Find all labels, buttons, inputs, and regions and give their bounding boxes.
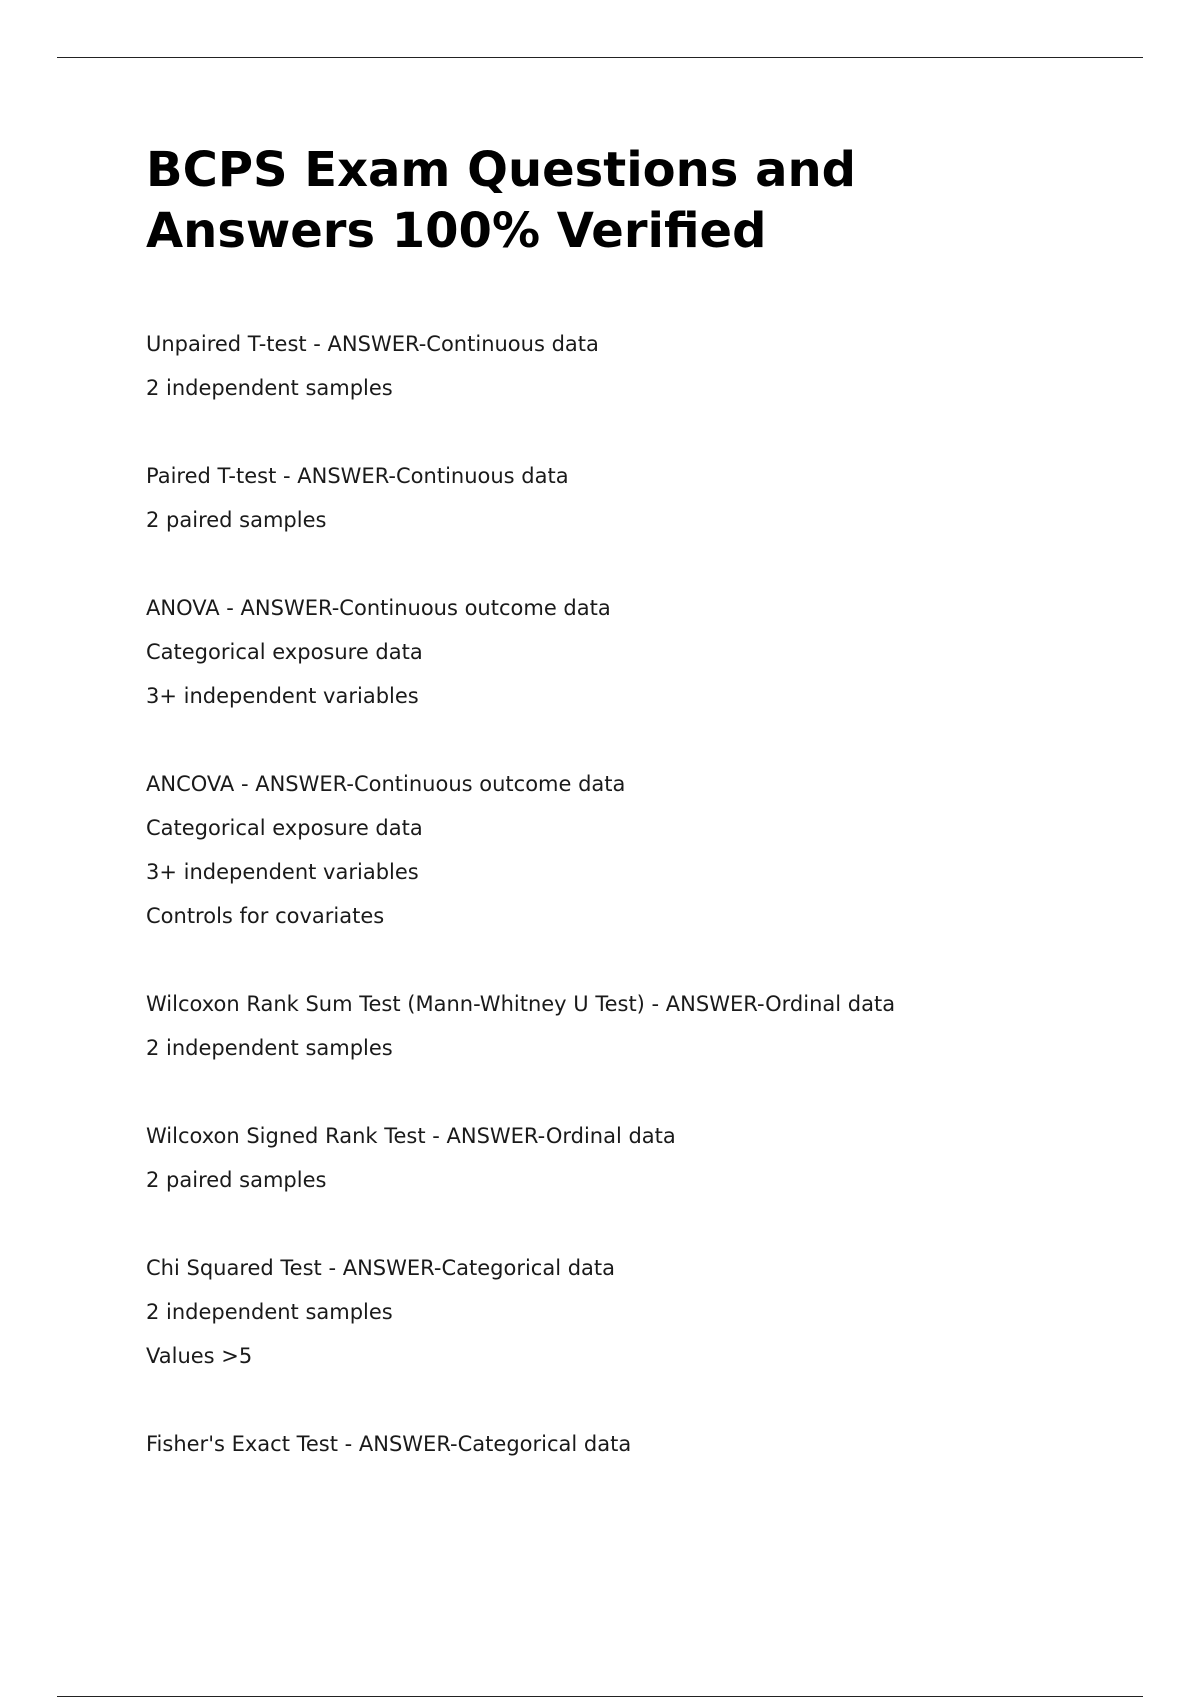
title-line-2: Answers 100% Verified	[146, 203, 767, 259]
qa-question-line: Chi Squared Test - ANSWER-Categorical data	[146, 1256, 616, 1280]
qa-item-wilcoxon-rank-sum	[146, 982, 1106, 1070]
qa-answer-line: 2 independent samples	[146, 1036, 393, 1060]
qa-question-line: Wilcoxon Signed Rank Test - ANSWER-Ordinal data	[146, 1124, 676, 1148]
qa-question-line: Fisher's Exact Test - ANSWER-Categorical data	[146, 1432, 632, 1456]
qa-item-anova	[146, 586, 1106, 718]
qa-item-unpaired-t-test	[146, 322, 1106, 410]
qa-answer-line: 2 paired samples	[146, 508, 327, 532]
document-body	[146, 140, 1106, 1510]
qa-answer-line: 2 independent samples	[146, 376, 393, 400]
qa-item-wilcoxon-signed-rank	[146, 1114, 1106, 1202]
qa-item-chi-squared	[146, 1246, 1106, 1378]
qa-answer-line: Categorical exposure data	[146, 640, 423, 664]
qa-question-line: Wilcoxon Rank Sum Test (Mann-Whitney U Test) - ANSWER-Ordinal data	[146, 992, 896, 1016]
qa-answer-line: 2 independent samples	[146, 1300, 393, 1324]
qa-list	[146, 322, 1106, 1466]
qa-answer-line: 2 paired samples	[146, 1168, 327, 1192]
bottom-rule	[57, 1696, 1143, 1697]
qa-question-line: ANCOVA - ANSWER-Continuous outcome data	[146, 772, 626, 796]
qa-item-ancova	[146, 762, 1106, 938]
qa-answer-line: 3+ independent variables	[146, 684, 419, 708]
qa-answer-line: Values >5	[146, 1344, 253, 1368]
title-line-1: BCPS Exam Questions and	[146, 142, 856, 198]
top-rule	[57, 57, 1143, 58]
qa-answer-line: 3+ independent variables	[146, 860, 419, 884]
qa-answer-line: Categorical exposure data	[146, 816, 423, 840]
qa-answer-line: Controls for covariates	[146, 904, 385, 928]
qa-question-line: ANOVA - ANSWER-Continuous outcome data	[146, 596, 611, 620]
document-title	[146, 140, 1106, 262]
qa-item-fishers-exact	[146, 1422, 1106, 1466]
qa-item-paired-t-test	[146, 454, 1106, 542]
qa-question-line: Paired T-test - ANSWER-Continuous data	[146, 464, 569, 488]
qa-question-line: Unpaired T-test - ANSWER-Continuous data	[146, 332, 599, 356]
